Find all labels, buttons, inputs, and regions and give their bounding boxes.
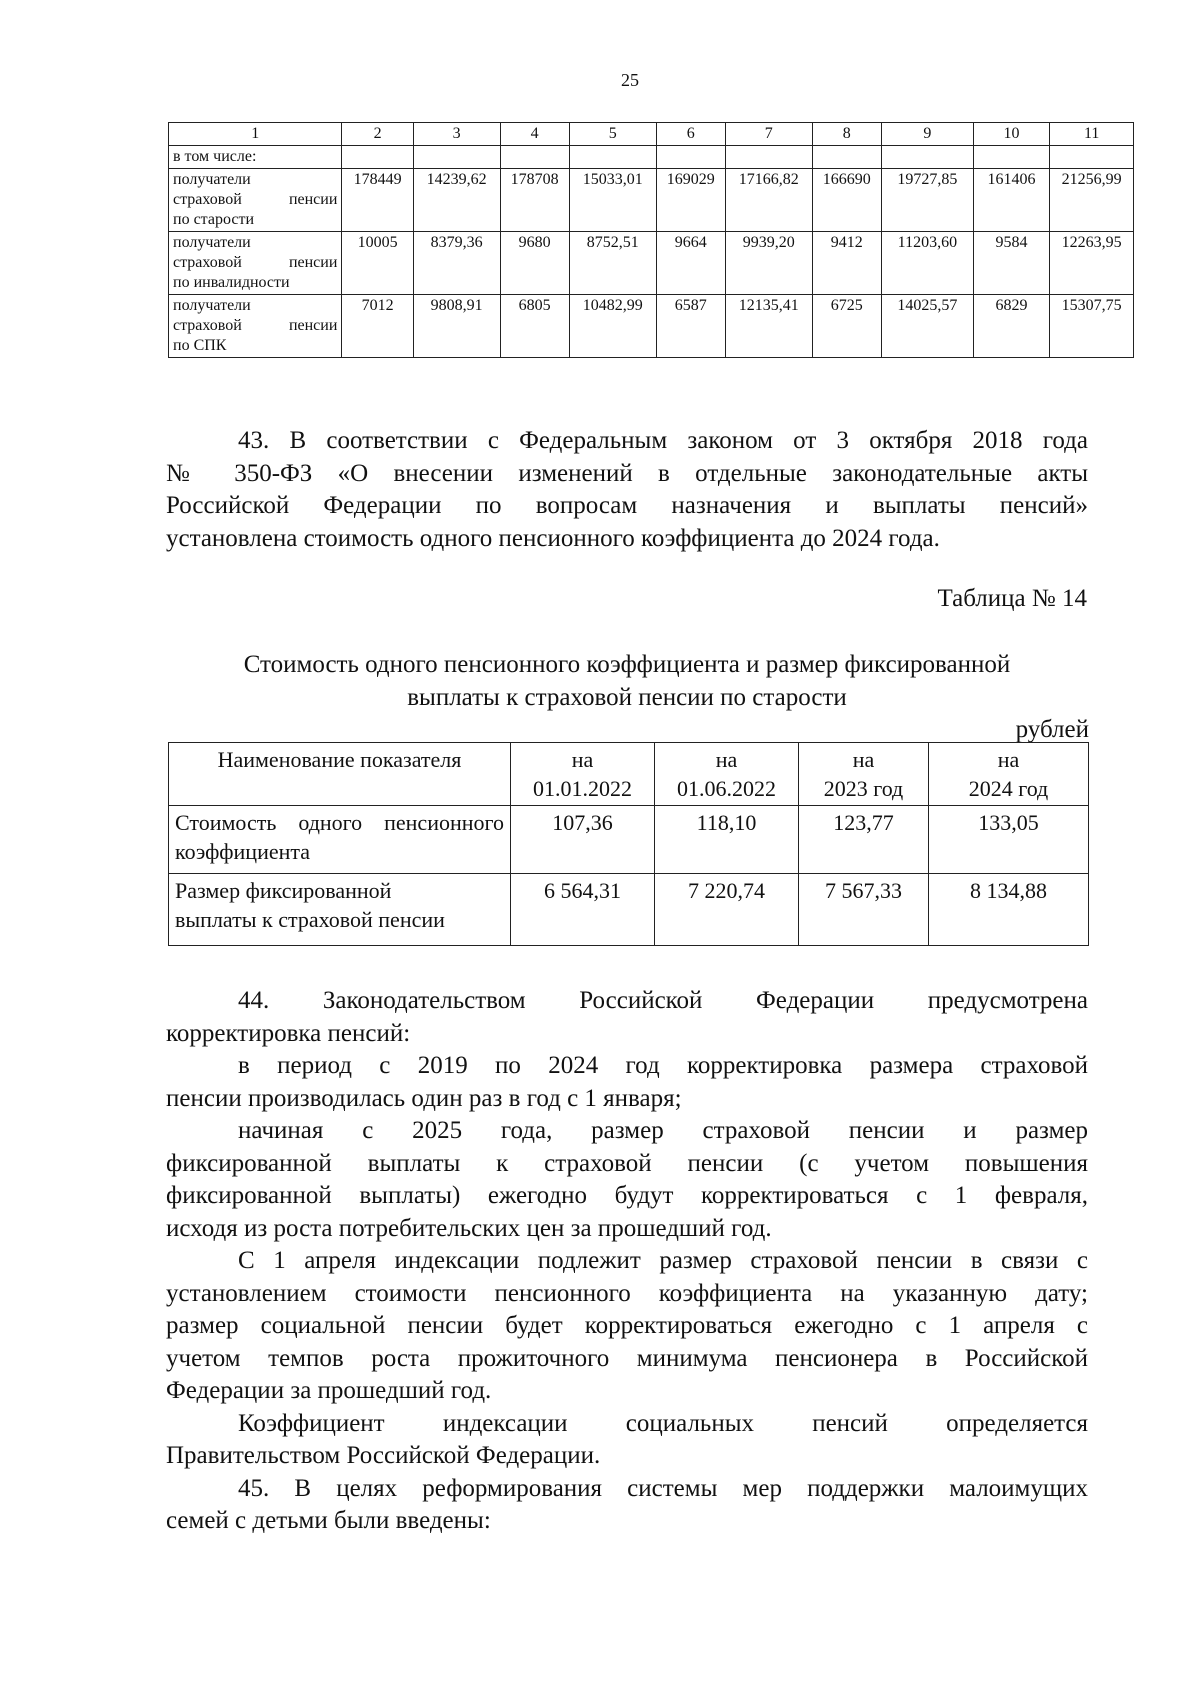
subheader-label: в том числе: [169, 146, 342, 169]
cell: 6829 [973, 295, 1050, 358]
cell: 9584 [973, 232, 1050, 295]
cell: 14239,62 [413, 169, 500, 232]
table-row [169, 295, 1134, 358]
header-cell: на 01.06.2022 [655, 743, 799, 806]
units-label: рублей [1015, 716, 1089, 743]
cell: 10005 [342, 232, 413, 295]
cell: 169029 [656, 169, 725, 232]
row-label: получатели страховой пенсии по инвалидности [169, 232, 342, 295]
header-cell: на 2023 год [799, 743, 929, 806]
cell: 9808,91 [413, 295, 500, 358]
cell: 123,77 [799, 806, 929, 874]
text-line: фиксированной выплаты к страховой пенсии (с учетом повышения [166, 1149, 1088, 1177]
title-line: выплаты к страховой пенсии по старости [407, 684, 847, 711]
col-num: 6 [656, 123, 725, 146]
table-label: Таблица № 14 [937, 585, 1087, 612]
header-row [169, 743, 1089, 806]
cell: 10482,99 [569, 295, 656, 358]
column-number-row [169, 123, 1134, 146]
cell: 8379,36 [413, 232, 500, 295]
cell: 21256,99 [1050, 169, 1134, 232]
text-line: размер социальной пенсии будет корректироваться ежегодно с 1 апреля с [166, 1312, 1088, 1339]
cell: 9680 [500, 232, 569, 295]
header-cell: на 01.01.2022 [511, 743, 655, 806]
text-line: С 1 апреля индексации подлежит размер страховой пенсии в связи с [238, 1247, 1088, 1274]
text-line: в период с 2019 по 2024 год корректировка размера страховой [238, 1052, 1088, 1079]
header-cell: на 2024 год [929, 743, 1089, 806]
cell: 9664 [656, 232, 725, 295]
table-row [169, 874, 1089, 946]
text-line: семей с детьми были введены: [166, 1507, 491, 1534]
row-label: получатели страховой пенсии по старости [169, 169, 342, 232]
text-line: учетом темпов роста прожиточного минимума пенсионера в Российской [166, 1344, 1088, 1372]
text-line: Федерации за прошедший год. [166, 1377, 492, 1404]
col-num: 4 [500, 123, 569, 146]
col-num: 8 [812, 123, 881, 146]
cell: 166690 [812, 169, 881, 232]
cell: 19727,85 [881, 169, 973, 232]
text-line: Российской Федерации по вопросам назначения и выплаты пенсий» [166, 492, 1088, 519]
subheader-row [169, 146, 1134, 169]
cell: 8752,51 [569, 232, 656, 295]
paragraph-44 [166, 985, 1088, 1538]
text-line: фиксированной выплаты) ежегодно будут корректироваться с 1 февраля, [166, 1182, 1088, 1209]
text-line: установлена стоимость одного пенсионного коэффициента до 2024 года. [166, 524, 940, 552]
text-line: 43. В соответствии с Федеральным законом от 3 октября 2018 года [238, 427, 1088, 454]
table-row [169, 232, 1134, 295]
text-line: Коэффициент индексации социальных пенсий определяется [238, 1409, 1088, 1437]
text-line: 44. Законодательством Российской Федерации предусмотрена [238, 987, 1088, 1014]
text-line: № 350-ФЗ «О внесении изменений в отдельные законодательные акты [166, 459, 1088, 487]
col-num: 7 [725, 123, 812, 146]
col-num: 10 [973, 123, 1050, 146]
col-num: 1 [169, 123, 342, 146]
pension-recipients-table [168, 122, 1134, 358]
cell: 7012 [342, 295, 413, 358]
table-row [169, 169, 1134, 232]
cell: 12263,95 [1050, 232, 1134, 295]
row-label: Размер фиксированной выплаты к страховой пенсии [169, 874, 511, 946]
cell: 11203,60 [881, 232, 973, 295]
page-number: 25 [621, 70, 639, 90]
cell: 133,05 [929, 806, 1089, 874]
table-title [166, 648, 1088, 714]
header-cell: Наименование показателя [169, 743, 511, 806]
text-line: пенсии производилась один раз в год с 1 января; [166, 1084, 682, 1112]
text-line: начиная с 2025 года, размер страховой пенсии и размер [238, 1117, 1088, 1144]
row-label: получатели страховой пенсии по СПК [169, 295, 342, 358]
cell: 178708 [500, 169, 569, 232]
cell: 15307,75 [1050, 295, 1134, 358]
cell: 7 567,33 [799, 874, 929, 946]
cell: 161406 [973, 169, 1050, 232]
cell: 15033,01 [569, 169, 656, 232]
cell: 6805 [500, 295, 569, 358]
cell: 6 564,31 [511, 874, 655, 946]
cell: 6725 [812, 295, 881, 358]
text-line: корректировка пенсий: [166, 1019, 411, 1047]
paragraph-43 [166, 425, 1088, 555]
text-line: 45. В целях реформирования системы мер поддержки малоимущих [238, 1474, 1088, 1502]
cell: 9412 [812, 232, 881, 295]
cell: 178449 [342, 169, 413, 232]
cell: 7 220,74 [655, 874, 799, 946]
col-num: 3 [413, 123, 500, 146]
text-line: исходя из роста потребительских цен за прошедший год. [166, 1214, 772, 1242]
col-num: 2 [342, 123, 413, 146]
col-num: 5 [569, 123, 656, 146]
table-row [169, 806, 1089, 874]
cell: 17166,82 [725, 169, 812, 232]
cell: 6587 [656, 295, 725, 358]
row-label: Стоимость одного пенсионного коэффициента [169, 806, 511, 874]
cell: 14025,57 [881, 295, 973, 358]
pension-coefficient-table [168, 742, 1089, 946]
cell: 8 134,88 [929, 874, 1089, 946]
text-line: Правительством Российской Федерации. [166, 1442, 601, 1469]
cell: 107,36 [511, 806, 655, 874]
col-num: 11 [1050, 123, 1134, 146]
cell: 12135,41 [725, 295, 812, 358]
col-num: 9 [881, 123, 973, 146]
text-line: установлением стоимости пенсионного коэффициента на указанную дату; [166, 1279, 1088, 1307]
title-line: Стоимость одного пенсионного коэффициента и размер фиксированной [243, 651, 1011, 678]
cell: 118,10 [655, 806, 799, 874]
cell: 9939,20 [725, 232, 812, 295]
